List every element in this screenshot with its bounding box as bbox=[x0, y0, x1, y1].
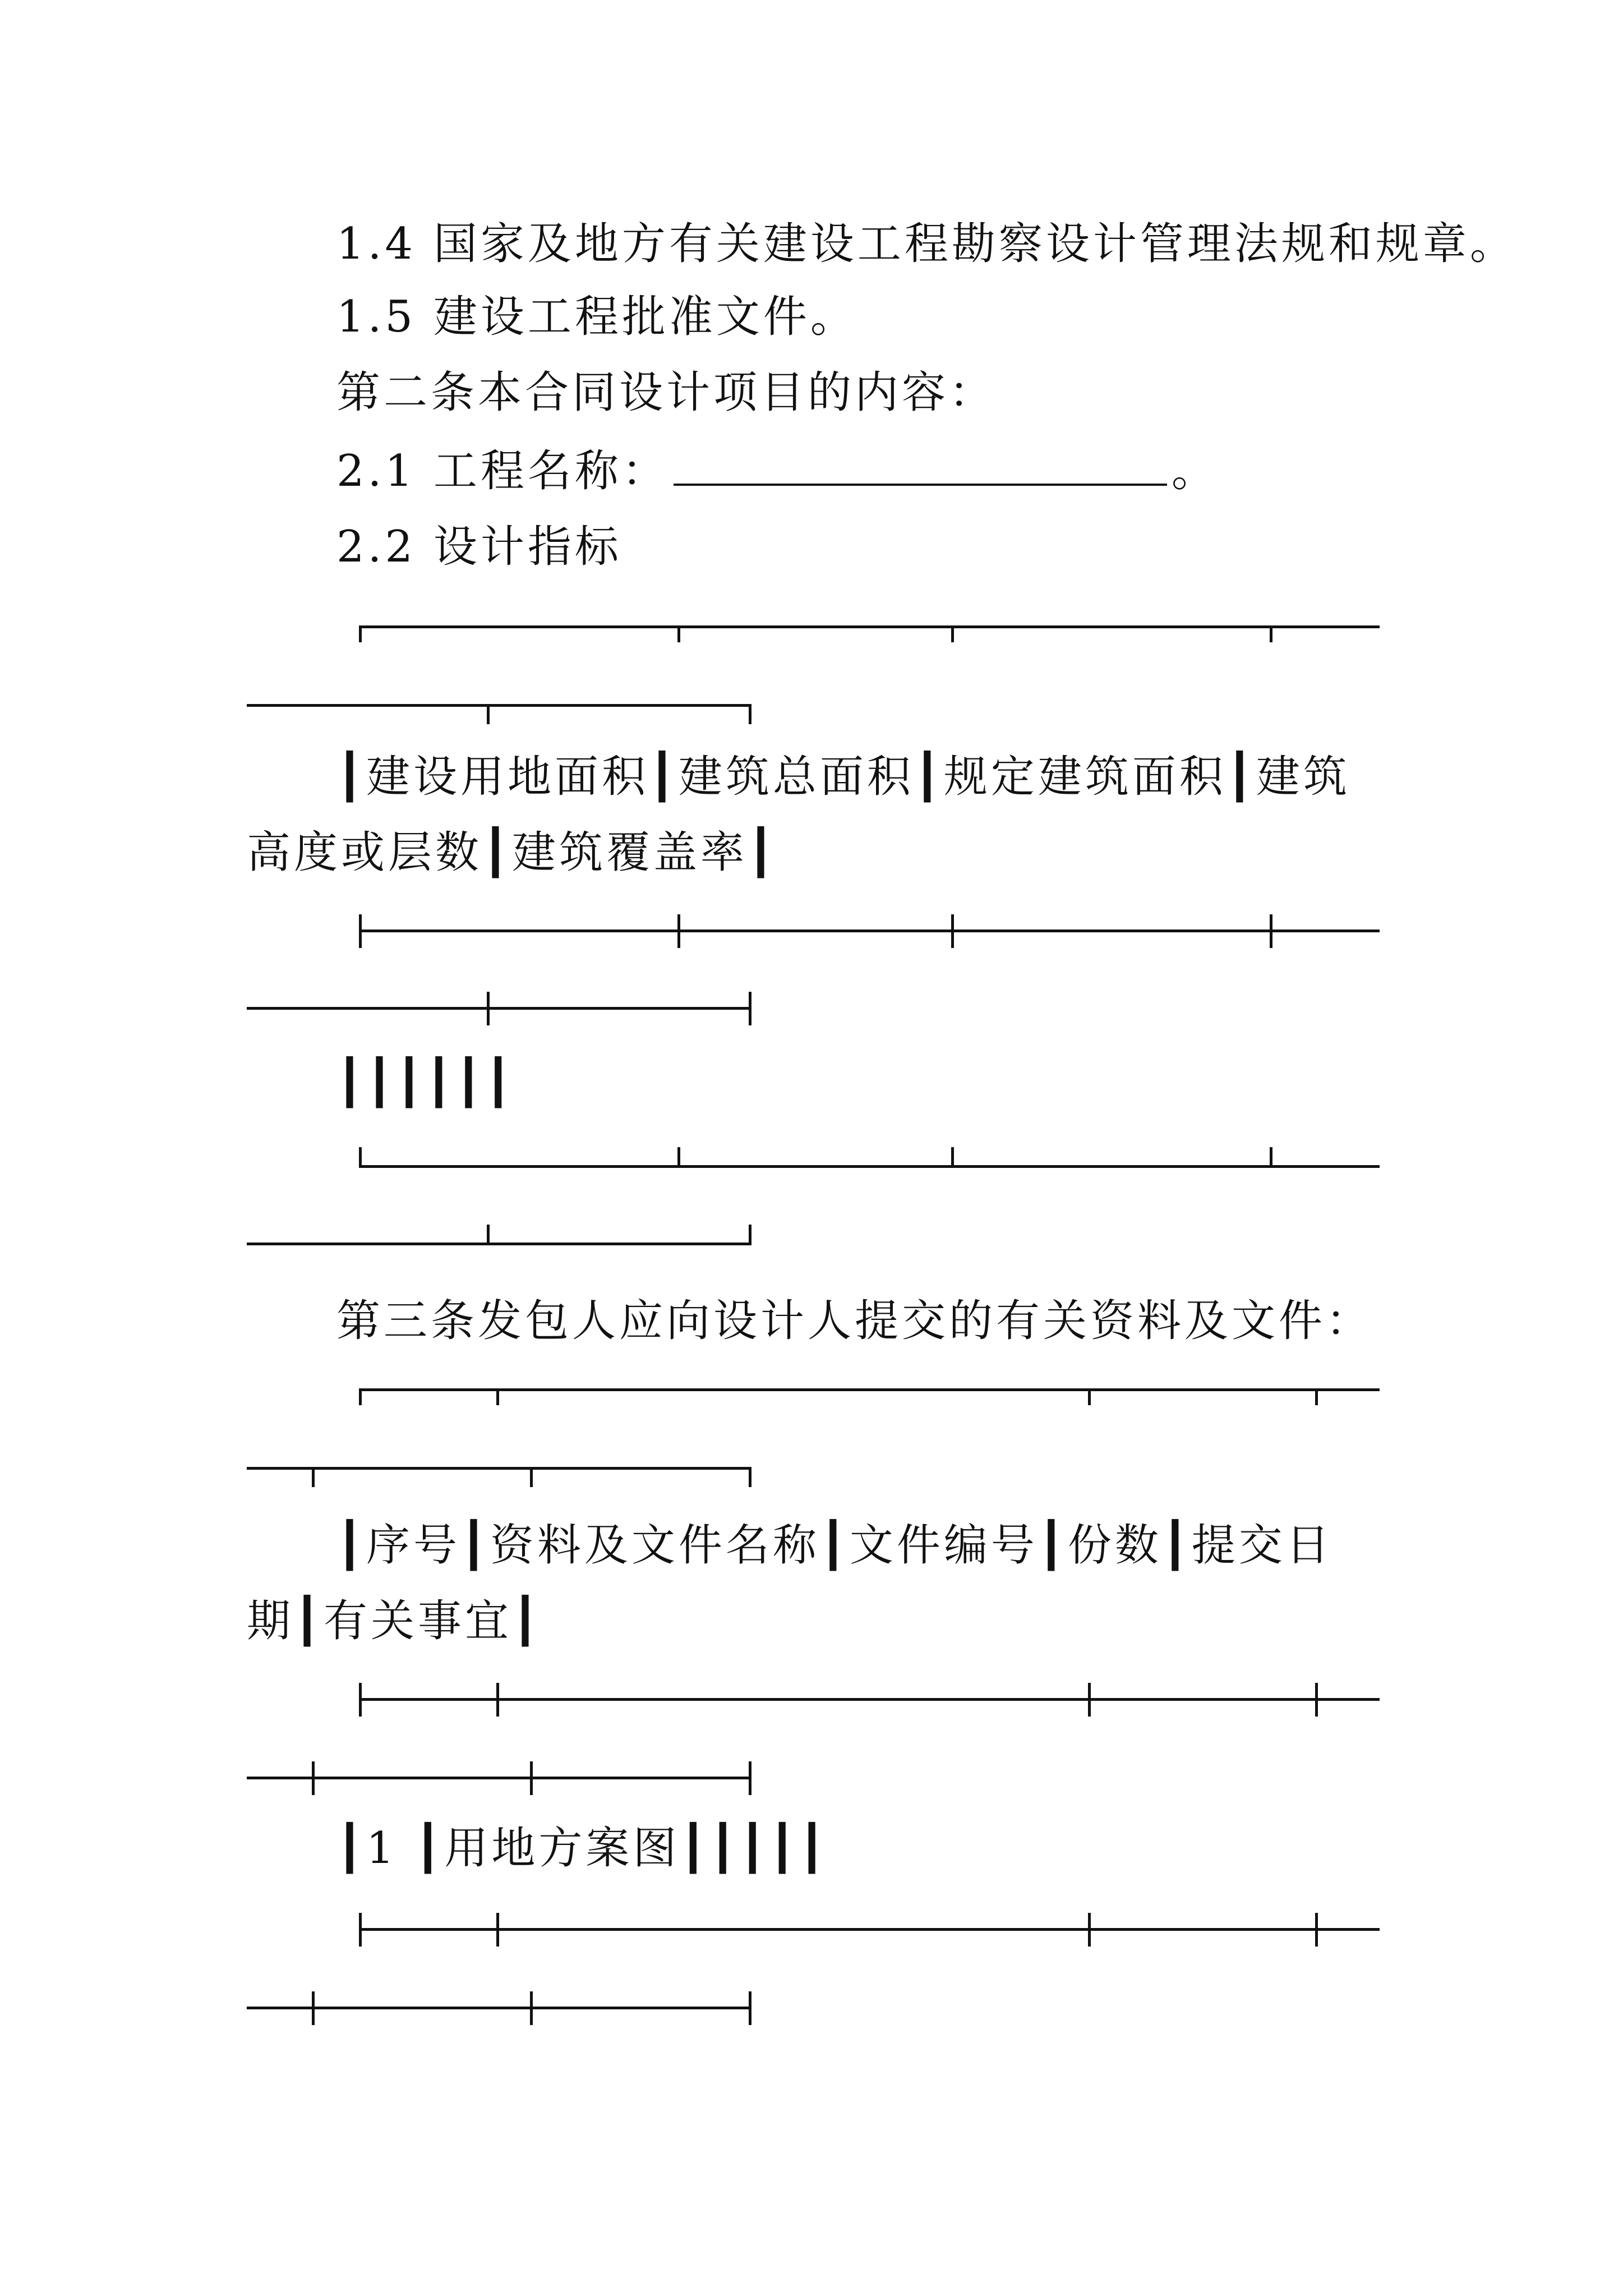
table1-header-line2: 高度或层数┃建筑覆盖率┃ bbox=[247, 827, 777, 878]
table1-header-line1: ┃建设用地面积┃建筑总面积┃规定建筑面积┃建筑 bbox=[336, 752, 1350, 802]
item-1-5: 1.5 建设工程批准文件。 bbox=[336, 292, 857, 342]
article-2-heading: 第二条本合同设计项目的内容： bbox=[336, 367, 997, 418]
item-2-1-label: 2.1 工程名称： bbox=[336, 446, 669, 496]
item-2-2: 2.2 设计指标 bbox=[336, 522, 622, 572]
article-3-heading: 第三条发包人应向设计人提交的有关资料及文件： bbox=[336, 1296, 1373, 1346]
table2-header-line2: 期┃有关事宜┃ bbox=[247, 1596, 542, 1646]
table2-header-line1: ┃序号┃资料及文件名称┃文件编号┃份数┃提交日 bbox=[336, 1520, 1333, 1571]
item-2-1 bbox=[336, 443, 1219, 499]
table1-empty-row: ┃┃┃┃┃┃ bbox=[336, 1057, 515, 1108]
item-2-1-end: 。 bbox=[1171, 446, 1219, 496]
item-1-4: 1.4 国家及地方有关建设工程勘察设计管理法规和规章。 bbox=[336, 219, 1517, 269]
project-name-blank bbox=[674, 450, 1167, 486]
table2-row-1: ┃1 ┃用地方案图┃┃┃┃┃ bbox=[336, 1823, 829, 1874]
